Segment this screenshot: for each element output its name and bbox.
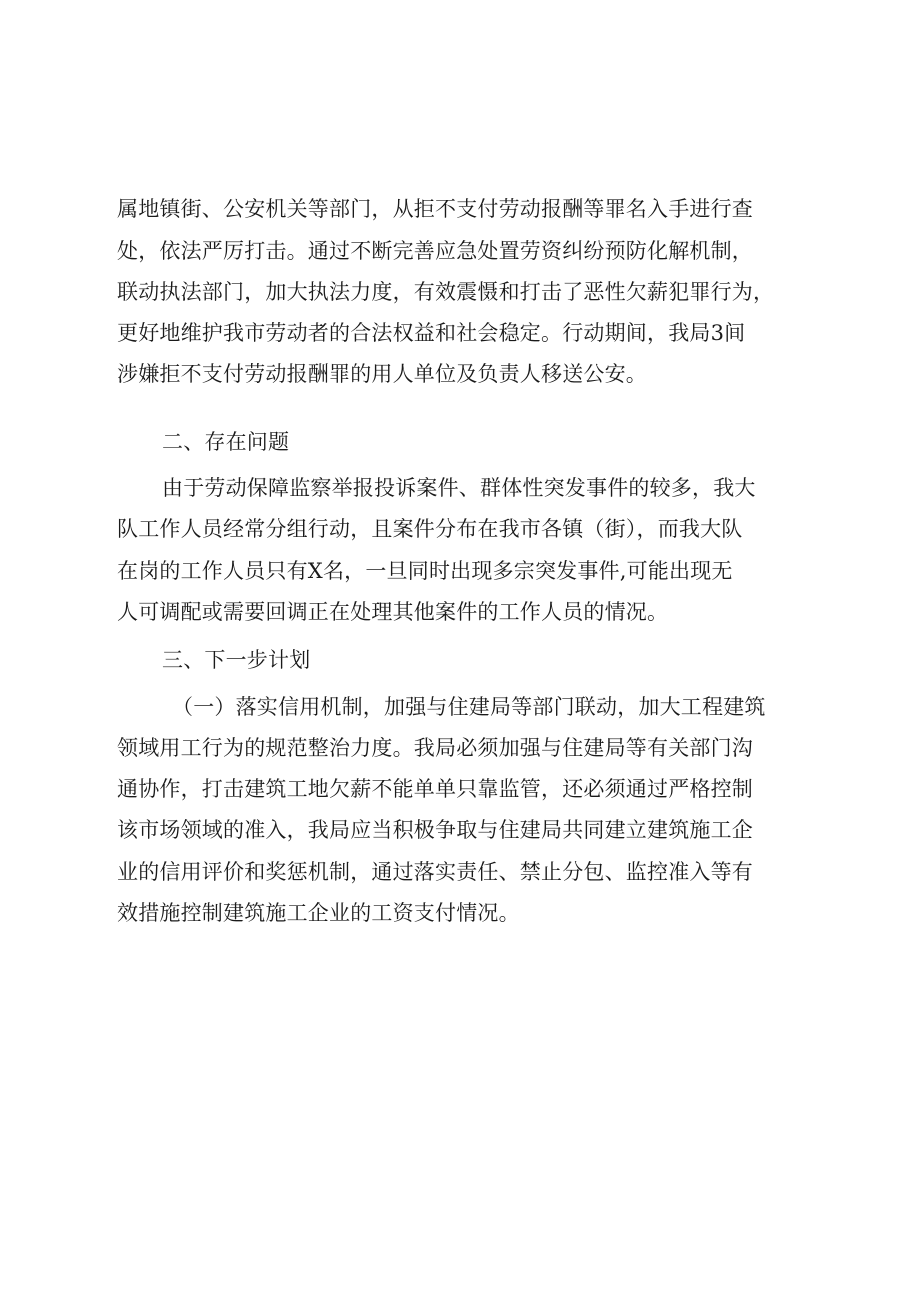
paragraph-line: 属地镇街、公安机关等部门，从拒不支付劳动报酬等罪名入手进行查	[117, 197, 753, 221]
paragraph-line: 处，依法严厉打击。通过不断完善应急处置劳资纠纷预防化解机制，	[117, 239, 753, 263]
paragraph-line: 联动执法部门，加大执法力度，有效震慑和打击了恶性欠薪犯罪行为，	[117, 280, 775, 304]
paragraph-line: 通协作，打击建筑工地欠薪不能单单只靠监管，还必须通过严格控制	[117, 777, 753, 801]
paragraph-line: 效措施控制建筑施工企业的工资支付情况。	[117, 901, 520, 925]
paragraph-line: 涉嫌拒不支付劳动报酬罪的用人单位及负责人移送公安。	[117, 362, 647, 386]
paragraph-line: 业的信用评价和奖惩机制，通过落实责任、禁止分包、监控准入等有	[117, 860, 753, 884]
paragraph-line: 人可调配或需要回调正在处理其他案件的工作人员的情况。	[117, 600, 669, 624]
paragraph-line: 该市场领域的准入，我局应当积极争取与住建局共同建立建筑施工企	[117, 818, 753, 842]
paragraph-line: 领域用工行为的规范整治力度。我局必须加强与住建局等有关部门沟	[117, 736, 753, 760]
paragraph-line: 更好地维护我市劳动者的合法权益和社会稳定。行动期间，我局3间	[117, 321, 746, 345]
paragraph-line: 在岗的工作人员只有X名，一旦同时出现多宗突发事件,可能出现无	[117, 559, 733, 583]
paragraph-line: 队工作人员经常分组行动，且案件分布在我市各镇（街），而我大队	[117, 517, 743, 541]
paragraph-line: 由于劳动保障监察举报投诉案件、群体性突发事件的较多，我大	[162, 476, 756, 500]
paragraph-line: （一）落实信用机制，加强与住建局等部门联动，加大工程建筑	[172, 695, 766, 719]
section-heading-next-steps: 三、下一步计划	[162, 648, 311, 672]
section-heading-problems: 二、存在问题	[162, 430, 290, 454]
